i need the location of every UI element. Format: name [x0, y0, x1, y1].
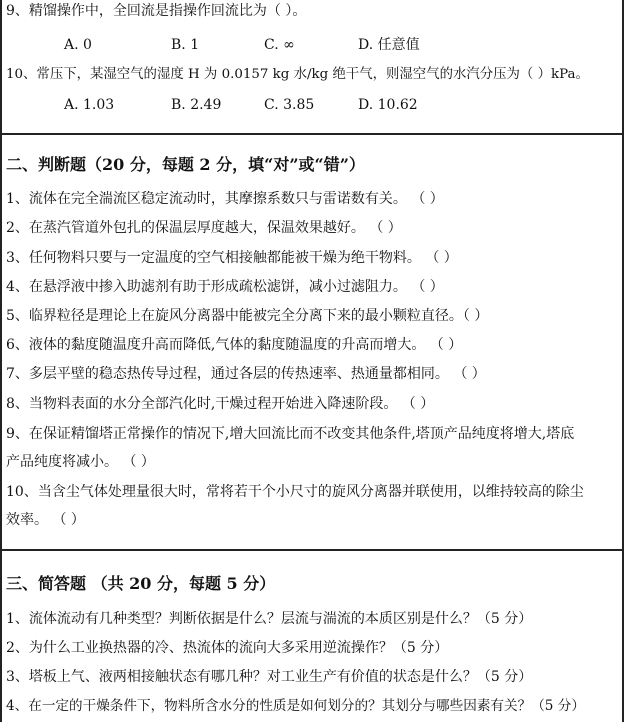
choice-question-10: 10、常压下，某湿空气的湿度 H 为 0.0157 kg 水/kg 绝干气，则湿空气的水汽分压为（ ）kPa。 — [6, 67, 589, 82]
option: D. 10.62 — [358, 97, 418, 113]
judgement-item: 7、多层平壁的稳态热传导过程，通过各层的传热速率、热通量都相同。 （ ） — [6, 366, 486, 382]
section-divider-bottom — [0, 549, 624, 551]
short-answer-item: 4、在一定的干燥条件下，物料所含水分的性质是如何划分的？其划分与哪些因素有关？（5 分） — [6, 698, 585, 714]
short-answer-item: 3、塔板上气、液两相接触状态有哪几种？对工业生产有价值的状态是什么？（5 分） — [6, 669, 533, 685]
option: A. 1.03 — [64, 97, 115, 113]
option: B. 1 — [171, 37, 200, 53]
judgement-item: 5、临界粒径是理论上在旋风分离器中能被完全分离下来的最小颗粒直径。（ ） — [6, 308, 489, 324]
choice-question-9: 9、精馏操作中，全回流是指操作回流比为（ ）。 — [6, 3, 307, 19]
option: D. 任意值 — [358, 37, 420, 53]
section-heading-short-answer: 三、简答题 （共 20 分，每题 5 分） — [6, 574, 276, 593]
option: C. 3.85 — [264, 97, 315, 113]
judgement-item-9-line-1: 9、在保证精馏塔正常操作的情况下,增大回流比而不改变其他条件,塔顶产品纯度将增大,塔底 — [6, 426, 575, 442]
judgement-item: 8、当物料表面的水分全部汽化时,干燥过程开始进入降速阶段。 （ ） — [6, 396, 435, 412]
option: C. ∞ — [264, 37, 295, 53]
option: A. 0 — [64, 37, 92, 53]
section-heading-judgement: 二、判断题（20 分，每题 2 分，填“对”或“错”） — [6, 155, 365, 174]
short-answer-item: 2、为什么工业换热器的冷、热流体的流向大多采用逆流操作？（5 分） — [6, 640, 449, 656]
judgement-item-10-line-1: 10、当含尘气体处理量很大时，常将若干个小尺寸的旋风分离器并联使用，以维持较高的除尘 — [6, 484, 584, 500]
judgement-item: 1、流体在完全湍流区稳定流动时，其摩擦系数只与雷诺数有关。 （ ） — [6, 191, 444, 207]
judgement-item: 3、任何物料只要与一定温度的空气相接触都能被干燥为绝干物料。 （ ） — [6, 250, 458, 266]
choice-question-9-options — [0, 35, 624, 55]
choice-question-10-options — [0, 95, 624, 115]
short-answer-item: 1、流体流动有几种类型？判断依据是什么？层流与湍流的本质区别是什么？（5 分） — [6, 611, 533, 627]
judgement-item: 4、在悬浮液中掺入助滤剂有助于形成疏松滤饼，减小过滤阻力。 （ ） — [6, 279, 444, 295]
option: B. 2.49 — [171, 97, 222, 113]
judgement-item: 6、液体的黏度随温度升高而降低,气体的黏度随温度的升高而增大。 （ ） — [6, 337, 463, 353]
judgement-item-9-line-2: 产品纯度将减小。 （ ） — [6, 454, 155, 470]
section-divider-top — [0, 133, 624, 135]
judgement-item: 2、在蒸汽管道外包扎的保温层厚度越大，保温效果越好。 （ ） — [6, 220, 402, 236]
judgement-item-10-line-2: 效率。 （ ） — [6, 512, 85, 528]
